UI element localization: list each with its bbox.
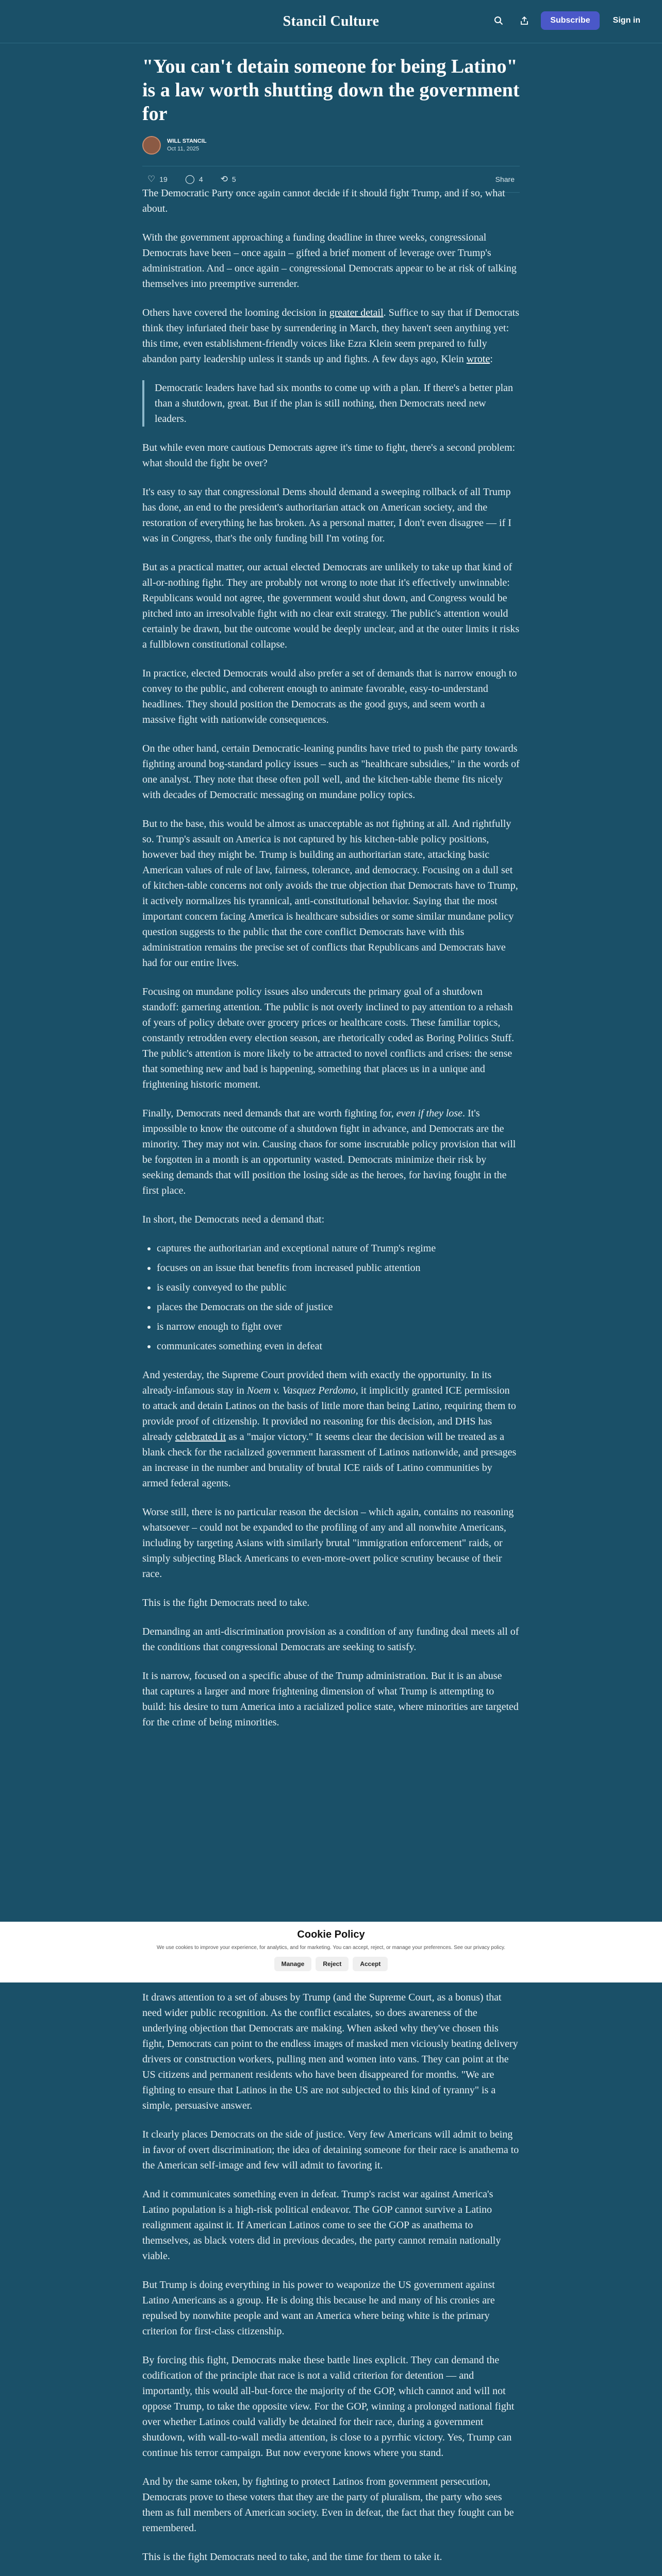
subscribe-button[interactable]: Subscribe	[541, 11, 599, 30]
top-bar	[0, 0, 662, 43]
list-item: • is easily conveyed to the public	[157, 1280, 520, 1295]
search-icon[interactable]	[489, 11, 508, 30]
paragraph: By forcing this fight, Democrats make these battle lines explicit. They can demand the codification of the principle that race is not a valid criterion for detention — and importantly, this would all-but-force the majority of the GOP, which cannot and will not oppose Trump, to take the opposite view. For the GOP, winning a prolonged national fight over whether Latinos could validly be detained for their race, during a government shutdown, with wall-to-wall media attention, is close to a pyrrhic victory. Yes, Trump can continue his terror campaign. But now everyone knows where you stand.	[142, 2354, 515, 2459]
post-body-part-2	[142, 1990, 520, 2576]
list-item: • places the Democrats on the side of justice	[157, 1299, 520, 1315]
author-name[interactable]: WILL STANCIL	[167, 138, 207, 144]
comment-button[interactable]	[185, 174, 203, 184]
paragraph: Demanding an anti-discrimination provision as a condition of any funding deal meets all of the conditions that congressional Democrats are seeking to satisfy.	[142, 1626, 519, 1653]
paragraph: And it communicates something even in defeat. Trump's racist war against America's Latino population is a high-risk political endeavor. The GOP cannot survive a Latino realignment against it. If American Latinos come to see the GOP as anathema to themselves, as black voters did in previous decades, the party cannot remain nationally viable.	[142, 2189, 501, 2262]
paragraph: But to the base, this would be almost as unacceptable as not fighting at all. And rightfully so. Trump's assault on America is not captured by his kitchen-table policy positions, however bad they might be. Trump is building an authoritarian state, attacking basic American values of rule of law, fairness, tolerance, and democracy. Focusing on a dull set of kitchen-table concerns not only avoids the true objection that Democrats have to Trump, it actively normalizes his tyrannical, anti-constitutional behavior. Saying that the most important concern facing America is healthcare subsidies or some similar mundane policy question suggests to the public that the core conflict Democrats have with this administration remains the precise set of conflicts that Republicans and Democrats have had for our entire lives.	[142, 818, 518, 969]
share-button[interactable]: Share	[495, 175, 515, 183]
paragraph: It clearly places Democrats on the side of justice. Very few Americans will admit to being in favor of overt discrimination; the idea of detaining someone for their race is anathema to the American self-image and few will admit to favoring it.	[142, 2129, 519, 2171]
sign-in-button[interactable]: Sign in	[613, 16, 640, 25]
list-item: • communicates something even in defeat	[157, 1338, 520, 1354]
cookie-accept-button[interactable]: Accept	[353, 1957, 388, 1971]
post-date: Oct 11, 2025	[167, 146, 200, 152]
paragraph: In short, the Democrats need a demand that:	[142, 1214, 325, 1225]
restack-count: 5	[231, 175, 236, 183]
post-title: "You can't detain someone for being Latino" is a law worth shutting down the government for	[142, 56, 520, 125]
list-item: • focuses on an issue that benefits from increased public attention	[157, 1260, 520, 1276]
celebrated-it-link[interactable]: celebrated it	[175, 1431, 226, 1443]
author-avatar[interactable]	[142, 136, 161, 155]
list-item: • is narrow enough to fight over	[157, 1319, 520, 1334]
paragraph: And by the same token, by fighting to protect Latinos from government persecution, Democrats prove to these voters that they are the party of pluralism, the party who sees them as full members of American society. Even in defeat, the fact that they fought can be remembered.	[142, 2476, 514, 2534]
site-title[interactable]: Stancil Culture	[283, 13, 379, 29]
paragraph: This is the fight Democrats need to take.	[142, 1597, 310, 1608]
restack-icon: ⟲	[220, 174, 228, 184]
restack-button[interactable]	[221, 174, 236, 184]
paragraph: But as a practical matter, our actual elected Democrats are unlikely to take up that kind of all-or-nothing fight. They are probably not wrong to note that it's effectively unwinnable: Republicans would not agree, the government would shut down, and Congress would be pitched into an irresolvable fight with no clear exit strategy. The public's attention would certainly be drawn, but the outcome would be deeply unclear, and at the outer limits it risks a fullblown constitutional collapse.	[142, 562, 520, 650]
post-header	[142, 55, 520, 193]
cookie-banner	[0, 1922, 662, 1982]
cookie-reject-button[interactable]: Reject	[316, 1957, 349, 1971]
greater-detail-link[interactable]: greater detail	[329, 307, 384, 318]
paragraph: On the other hand, certain Democratic-leaning pundits have tried to push the party towards fighting around bog-standard policy issues – such as "healthcare subsidies," in the words of one analyst. They note that these often poll well, and the kitchen-table theme fits nicely with decades of Democratic messaging on mundane policy topics.	[142, 743, 520, 801]
paragraph: But Trump is doing everything in his power to weaponize the US government against Latino Americans as a group. He is doing this because he and many of his cronies are repulsed by nonwhite people and want an America where being white is the primary criterion for first-class citizenship.	[142, 2279, 495, 2337]
cookie-title: Cookie Policy	[297, 1929, 365, 1940]
cookie-text: We use cookies to improve your experience, for analytics, and for marketing. You can accept, reject, or manage your preferences. See our privacy policy.	[156, 1945, 506, 1951]
paragraph: Worse still, there is no particular reason the decision – which again, contains no reasoning whatsoever – could not be expanded to the profiling of any and all nonwhite Americans, including by targeting Asians with similarly brutal "immigration enforcement" raids, or simply subjecting Black Americans to even-more-overt police scrutiny because of their race.	[142, 1506, 514, 1580]
paragraph: With the government approaching a funding deadline in three weeks, congressional Democrats have been – once again – gifted a brief moment of leverage over Trump's administration. And – once again – congressional Democrats appear to be at risk of talking themselves into preemptive surrender.	[142, 232, 517, 290]
top-actions	[489, 11, 647, 30]
paragraph: In practice, elected Democrats would also prefer a set of demands that is narrow enough to convey to the public, and coherent enough to animate favorable, easy-to-understand headlines. They should position the Democrats as the good guys, and seem worth a massive fight with nationwide consequences.	[142, 668, 517, 725]
like-count: 19	[159, 175, 168, 183]
paragraph: It draws attention to a set of abuses by Trump (and the Supreme Court, as a bonus) that need wider public recognition. As the conflict escalates, so does awareness of the underlying objection that Democrats are making. When asked why they've chosen this fight, Democrats can point to the endless images of masked men viciously beating delivery drivers or construction workers, pulling men and women into vans. They can point at the US citizens and permanent residents who have been disappeared for months. "We are fighting to ensure that Latinos in the US are not subjected to this kind of tyranny" is a simple, persuasive answer.	[142, 1992, 518, 2111]
heart-icon: ♡	[147, 174, 156, 184]
klein-wrote-link[interactable]: wrote	[466, 353, 490, 365]
paragraph: And yesterday, the Supreme Court provided them with exactly the opportunity. In its already-infamous stay in Noem v. Vasquez Perdomo, it implicitly granted ICE permission to attack and detain Latinos on the basis of little more than being Latino, requiring them to provide proof of citizenship. It provided no reasoning for this decision, and DHS has already celebrated it as a "major victory." It seems clear the decision will be treated as a blank check for the racialized government harassment of Latinos nationwide, and presages an increase in the number and brutality of brutal ICE raids of Latino communities by armed federal agents.	[142, 1369, 517, 1489]
comment-count: 4	[198, 175, 203, 183]
like-button[interactable]	[147, 174, 168, 184]
paragraph: But while even more cautious Democrats agree it's time to fight, there's a second problem: what should the fight be over?	[142, 442, 516, 469]
paragraph: It's easy to say that congressional Dems should demand a sweeping rollback of all Trump has done, an end to the president's authoritarian attack on American society, and the restoration of everything he has broken. As a personal matter, I don't even disagree — if I was in Congress, that's the only funding bill I'm voting for.	[142, 486, 511, 544]
comment-icon: ◯	[185, 174, 195, 184]
paragraph: Finally, Democrats need demands that are worth fighting for, even if they lose. It's impossible to know the outcome of a shutdown fight in advance, and Democrats are the minority. They may not win. Causing chaos for some inscrutable policy provision that will be forgotten in a month is an opportunity wasted. Democrats minimize their risk by seeking demands that will position the losing side as the heroes, for having fought in the first place.	[142, 1108, 516, 1196]
paragraph: It is narrow, focused on a specific abuse of the Trump administration. But it is an abuse that captures a larger and more frightening dimension of what Trump is attempting to build: his desire to turn America into a racialized police state, where minorities are targeted for the crime of being minorities.	[142, 1670, 519, 1728]
quote-text: Democratic leaders have had six months to come up with a plan. If there's a better plan than a shutdown, great. But if the plan is still nothing, then Democrats need new leaders.	[155, 382, 514, 425]
paragraph: Others have covered the looming decision in greater detail. Suffice to say that if Democrats think they infuriated their base by surrendering in March, they haven't seen anything yet: this time, even establishment-friendly voices like Ezra Klein seem prepared to fully abandon party leadership unless it stands up and fights. A few days ago, Klein wrote:	[142, 307, 520, 365]
list-item: • captures the authoritarian and exceptional nature of Trump's regime	[157, 1241, 520, 1256]
blockquote	[142, 380, 520, 427]
demand-list	[157, 1241, 520, 1354]
post-body-part-1	[142, 185, 520, 1743]
paragraph: This is the fight Democrats need to take, and the time for them to take it.	[142, 2551, 442, 2563]
byline	[142, 136, 520, 155]
share-icon[interactable]	[515, 11, 534, 30]
cookie-manage-button[interactable]: Manage	[274, 1957, 312, 1971]
paragraph: The Democratic Party once again cannot decide if it should fight Trump, and if so, what about.	[142, 188, 505, 214]
paragraph: Focusing on mundane policy issues also undercuts the primary goal of a shutdown standoff: garnering attention. The public is not overly inclined to pay attention to a rehash of years of policy debate over grocery prices or healthcare costs. These familiar topics, constantly retrodden every election season, are rhetorically coded as Boring Politics Stuff. The public's attention is more likely to be attracted to novel conflicts and crises: the sense that something new and bad is happening, something that places us in a unique and frightening historic moment.	[142, 986, 515, 1090]
